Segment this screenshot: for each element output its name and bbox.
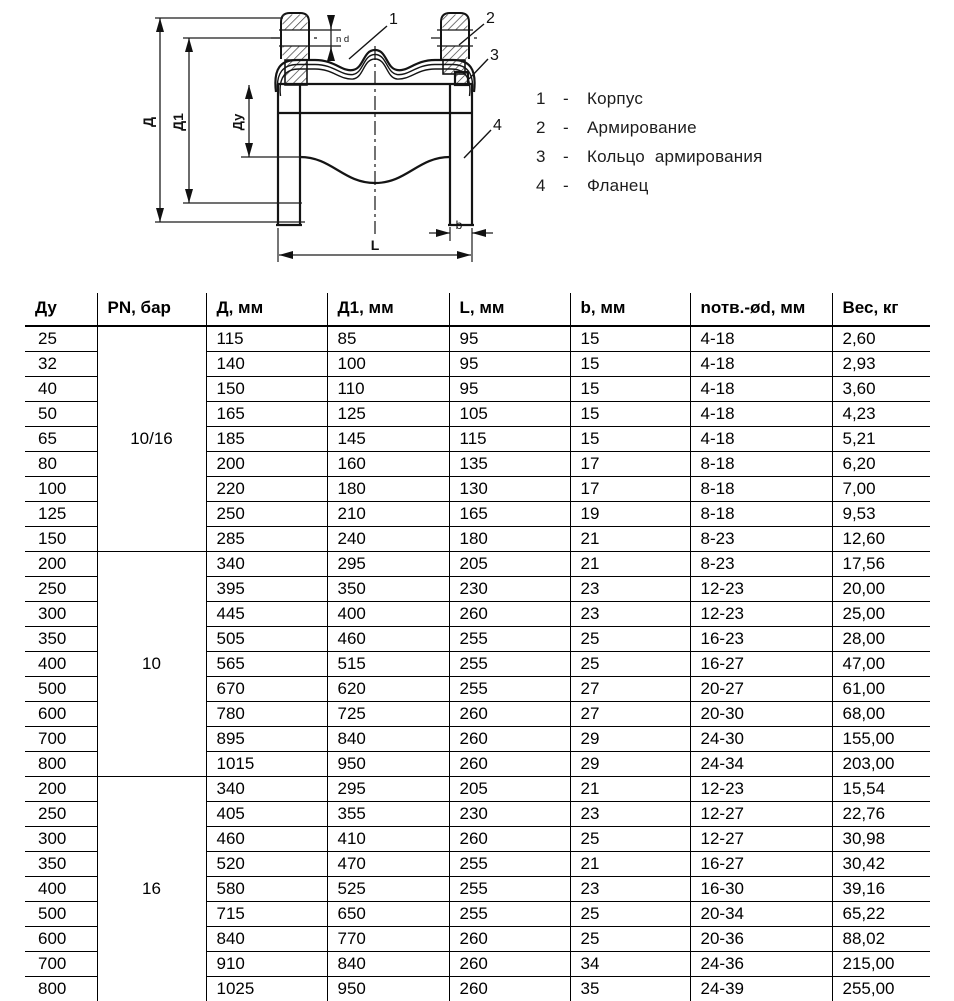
cell: 20-34 bbox=[690, 902, 832, 927]
dim-label-du: Ду bbox=[230, 113, 245, 130]
cell: 770 bbox=[327, 927, 449, 952]
cell: 395 bbox=[206, 577, 327, 602]
parts-legend bbox=[536, 84, 762, 200]
cell: 4-18 bbox=[690, 377, 832, 402]
column-header: Д, мм bbox=[206, 293, 327, 326]
cell: 25 bbox=[570, 627, 690, 652]
cell: 4-18 bbox=[690, 427, 832, 452]
cell: 15 bbox=[570, 352, 690, 377]
cell: 8-23 bbox=[690, 552, 832, 577]
cell: 950 bbox=[327, 977, 449, 1001]
cell-du: 250 bbox=[25, 802, 97, 827]
cell: 21 bbox=[570, 852, 690, 877]
cell: 255,00 bbox=[832, 977, 930, 1001]
cell: 8-18 bbox=[690, 477, 832, 502]
legend-dash: - bbox=[563, 89, 587, 109]
cell: 2,93 bbox=[832, 352, 930, 377]
cell: 260 bbox=[449, 827, 570, 852]
cell-du: 400 bbox=[25, 652, 97, 677]
callout-2: 2 bbox=[486, 10, 495, 27]
cell: 350 bbox=[327, 577, 449, 602]
cell: 23 bbox=[570, 877, 690, 902]
cell: 260 bbox=[449, 702, 570, 727]
cell: 12,60 bbox=[832, 527, 930, 552]
cell: 2,60 bbox=[832, 326, 930, 352]
column-header: PN, бар bbox=[97, 293, 206, 326]
cell: 340 bbox=[206, 552, 327, 577]
column-header: L, мм bbox=[449, 293, 570, 326]
cell: 21 bbox=[570, 777, 690, 802]
cell: 205 bbox=[449, 552, 570, 577]
cell: 25 bbox=[570, 902, 690, 927]
clamp-blocks bbox=[285, 60, 468, 85]
cell: 21 bbox=[570, 527, 690, 552]
cell: 95 bbox=[449, 326, 570, 352]
extension-lines bbox=[155, 18, 472, 262]
cell: 29 bbox=[570, 752, 690, 777]
cell: 68,00 bbox=[832, 702, 930, 727]
cell-du: 300 bbox=[25, 602, 97, 627]
column-header: Д1, мм bbox=[327, 293, 449, 326]
cell: 22,76 bbox=[832, 802, 930, 827]
dim-label-d1: Д1 bbox=[170, 113, 186, 131]
cell: 230 bbox=[449, 802, 570, 827]
cell: 16-23 bbox=[690, 627, 832, 652]
cell: 260 bbox=[449, 727, 570, 752]
cell-pn: 10 bbox=[97, 552, 206, 777]
cell-du: 700 bbox=[25, 727, 97, 752]
legend-number: 4 bbox=[536, 176, 563, 196]
cell: 160 bbox=[327, 452, 449, 477]
cell-du: 200 bbox=[25, 552, 97, 577]
cell: 65,22 bbox=[832, 902, 930, 927]
cell: 180 bbox=[449, 527, 570, 552]
cell: 180 bbox=[327, 477, 449, 502]
cell: 30,98 bbox=[832, 827, 930, 852]
legend-dash: - bbox=[563, 147, 587, 167]
table-row bbox=[25, 326, 930, 352]
cell: 670 bbox=[206, 677, 327, 702]
cell: 1025 bbox=[206, 977, 327, 1001]
cell: 505 bbox=[206, 627, 327, 652]
cell: 285 bbox=[206, 527, 327, 552]
cell: 20-36 bbox=[690, 927, 832, 952]
cell: 29 bbox=[570, 727, 690, 752]
cell: 12-23 bbox=[690, 602, 832, 627]
cell: 25 bbox=[570, 652, 690, 677]
cell: 15,54 bbox=[832, 777, 930, 802]
cell: 15 bbox=[570, 326, 690, 352]
cell: 17 bbox=[570, 452, 690, 477]
column-header: nотв.-ød, мм bbox=[690, 293, 832, 326]
table-row bbox=[25, 777, 930, 802]
cell-du: 700 bbox=[25, 952, 97, 977]
cell-du: 350 bbox=[25, 627, 97, 652]
cell-du: 50 bbox=[25, 402, 97, 427]
header-row bbox=[25, 293, 930, 326]
cell: 100 bbox=[327, 352, 449, 377]
cell: 520 bbox=[206, 852, 327, 877]
cell: 110 bbox=[327, 377, 449, 402]
cell: 250 bbox=[206, 502, 327, 527]
cell: 255 bbox=[449, 852, 570, 877]
cell: 24-34 bbox=[690, 752, 832, 777]
cell: 340 bbox=[206, 777, 327, 802]
callout-1: 1 bbox=[389, 11, 398, 28]
cell: 24-39 bbox=[690, 977, 832, 1001]
cell: 460 bbox=[327, 627, 449, 652]
cell: 355 bbox=[327, 802, 449, 827]
cell: 47,00 bbox=[832, 652, 930, 677]
cell-du: 65 bbox=[25, 427, 97, 452]
cell: 85 bbox=[327, 326, 449, 352]
cell: 260 bbox=[449, 927, 570, 952]
column-header: b, мм bbox=[570, 293, 690, 326]
cell: 115 bbox=[449, 427, 570, 452]
cell-pn: 16 bbox=[97, 777, 206, 1001]
cell: 255 bbox=[449, 627, 570, 652]
cell: 20-27 bbox=[690, 677, 832, 702]
cell: 155,00 bbox=[832, 727, 930, 752]
spec-table bbox=[25, 293, 930, 1001]
cell: 295 bbox=[327, 552, 449, 577]
cell: 4,23 bbox=[832, 402, 930, 427]
cell: 23 bbox=[570, 802, 690, 827]
cell: 165 bbox=[449, 502, 570, 527]
cell-du: 350 bbox=[25, 852, 97, 877]
cell: 150 bbox=[206, 377, 327, 402]
cell-du: 500 bbox=[25, 677, 97, 702]
cell-du: 100 bbox=[25, 477, 97, 502]
cell: 15 bbox=[570, 377, 690, 402]
cell: 895 bbox=[206, 727, 327, 752]
cell: 260 bbox=[449, 977, 570, 1001]
legend-number: 3 bbox=[536, 147, 563, 167]
cell-du: 80 bbox=[25, 452, 97, 477]
cell: 28,00 bbox=[832, 627, 930, 652]
cell: 200 bbox=[206, 452, 327, 477]
cell: 24-30 bbox=[690, 727, 832, 752]
cell: 255 bbox=[449, 902, 570, 927]
cell: 780 bbox=[206, 702, 327, 727]
cell: 5,21 bbox=[832, 427, 930, 452]
cell: 210 bbox=[327, 502, 449, 527]
cell: 20-30 bbox=[690, 702, 832, 727]
cell: 220 bbox=[206, 477, 327, 502]
dim-label-l: L bbox=[371, 237, 380, 253]
cell: 16-27 bbox=[690, 652, 832, 677]
cell-pn: 10/16 bbox=[97, 326, 206, 552]
cell: 580 bbox=[206, 877, 327, 902]
cell-du: 40 bbox=[25, 377, 97, 402]
legend-dash: - bbox=[563, 118, 587, 138]
cell: 203,00 bbox=[832, 752, 930, 777]
column-header: Вес, кг bbox=[832, 293, 930, 326]
expansion-joint-drawing bbox=[135, 0, 535, 272]
cell: 650 bbox=[327, 902, 449, 927]
cell-du: 500 bbox=[25, 902, 97, 927]
dim-label-b: b bbox=[456, 218, 463, 232]
cell: 25 bbox=[570, 927, 690, 952]
cell: 12-27 bbox=[690, 827, 832, 852]
cell: 23 bbox=[570, 577, 690, 602]
cell: 15 bbox=[570, 402, 690, 427]
cell: 1015 bbox=[206, 752, 327, 777]
legend-item bbox=[536, 142, 762, 171]
cell: 8-23 bbox=[690, 527, 832, 552]
table-row bbox=[25, 552, 930, 577]
cell: 12-27 bbox=[690, 802, 832, 827]
cell-du: 200 bbox=[25, 777, 97, 802]
cell: 125 bbox=[327, 402, 449, 427]
cell: 840 bbox=[206, 927, 327, 952]
cell: 145 bbox=[327, 427, 449, 452]
cell: 4-18 bbox=[690, 402, 832, 427]
legend-number: 2 bbox=[536, 118, 563, 138]
cell: 39,16 bbox=[832, 877, 930, 902]
cell: 20,00 bbox=[832, 577, 930, 602]
cell: 16-27 bbox=[690, 852, 832, 877]
cell: 12-23 bbox=[690, 577, 832, 602]
cell: 515 bbox=[327, 652, 449, 677]
cell: 470 bbox=[327, 852, 449, 877]
cell: 17 bbox=[570, 477, 690, 502]
cell: 140 bbox=[206, 352, 327, 377]
cell: 460 bbox=[206, 827, 327, 852]
cell: 840 bbox=[327, 727, 449, 752]
cell: 410 bbox=[327, 827, 449, 852]
cell: 25,00 bbox=[832, 602, 930, 627]
cell: 445 bbox=[206, 602, 327, 627]
cell-du: 600 bbox=[25, 702, 97, 727]
cell: 130 bbox=[449, 477, 570, 502]
cell: 3,60 bbox=[832, 377, 930, 402]
legend-label: Корпус bbox=[587, 89, 643, 109]
cell: 135 bbox=[449, 452, 570, 477]
cell-du: 600 bbox=[25, 927, 97, 952]
cell: 525 bbox=[327, 877, 449, 902]
cell-du: 800 bbox=[25, 752, 97, 777]
cell-du: 150 bbox=[25, 527, 97, 552]
cell: 620 bbox=[327, 677, 449, 702]
legend-label: Армирование bbox=[587, 118, 697, 138]
cell: 105 bbox=[449, 402, 570, 427]
cell-du: 25 bbox=[25, 326, 97, 352]
cell-du: 32 bbox=[25, 352, 97, 377]
callout-3: 3 bbox=[490, 47, 499, 64]
cell: 230 bbox=[449, 577, 570, 602]
cell: 61,00 bbox=[832, 677, 930, 702]
cell: 27 bbox=[570, 702, 690, 727]
cell: 255 bbox=[449, 877, 570, 902]
cell: 840 bbox=[327, 952, 449, 977]
cell: 35 bbox=[570, 977, 690, 1001]
cell: 910 bbox=[206, 952, 327, 977]
cell: 30,42 bbox=[832, 852, 930, 877]
cell: 9,53 bbox=[832, 502, 930, 527]
cell: 260 bbox=[449, 752, 570, 777]
cell: 215,00 bbox=[832, 952, 930, 977]
legend-label: Фланец bbox=[587, 176, 649, 196]
cell: 950 bbox=[327, 752, 449, 777]
cell: 165 bbox=[206, 402, 327, 427]
cell: 205 bbox=[449, 777, 570, 802]
cell: 23 bbox=[570, 602, 690, 627]
cell: 21 bbox=[570, 552, 690, 577]
cell: 400 bbox=[327, 602, 449, 627]
spec-table-body bbox=[25, 326, 930, 1001]
cell-du: 400 bbox=[25, 877, 97, 902]
cell: 240 bbox=[327, 527, 449, 552]
cell-du: 125 bbox=[25, 502, 97, 527]
callout-4: 4 bbox=[493, 117, 502, 134]
legend-dash: - bbox=[563, 176, 587, 196]
dim-label-d: Д bbox=[140, 117, 156, 127]
legend-number: 1 bbox=[536, 89, 563, 109]
cell-du: 800 bbox=[25, 977, 97, 1001]
cell: 7,00 bbox=[832, 477, 930, 502]
cell: 115 bbox=[206, 326, 327, 352]
cell: 8-18 bbox=[690, 452, 832, 477]
cell: 88,02 bbox=[832, 927, 930, 952]
cell: 725 bbox=[327, 702, 449, 727]
cell: 6,20 bbox=[832, 452, 930, 477]
column-header: Ду bbox=[25, 293, 97, 326]
cell: 95 bbox=[449, 377, 570, 402]
cell: 565 bbox=[206, 652, 327, 677]
cell: 24-36 bbox=[690, 952, 832, 977]
cell: 17,56 bbox=[832, 552, 930, 577]
cell: 260 bbox=[449, 952, 570, 977]
cell: 4-18 bbox=[690, 326, 832, 352]
cell: 19 bbox=[570, 502, 690, 527]
cell: 405 bbox=[206, 802, 327, 827]
cell: 25 bbox=[570, 827, 690, 852]
legend-item bbox=[536, 113, 762, 142]
cell: 260 bbox=[449, 602, 570, 627]
cell: 34 bbox=[570, 952, 690, 977]
cell: 715 bbox=[206, 902, 327, 927]
dim-label-nd: n d bbox=[336, 34, 349, 45]
cell: 255 bbox=[449, 677, 570, 702]
legend-label: Кольцо армирования bbox=[587, 147, 762, 167]
cell: 185 bbox=[206, 427, 327, 452]
cell: 255 bbox=[449, 652, 570, 677]
cell: 27 bbox=[570, 677, 690, 702]
cell: 95 bbox=[449, 352, 570, 377]
legend-item bbox=[536, 84, 762, 113]
cell: 295 bbox=[327, 777, 449, 802]
cell: 16-30 bbox=[690, 877, 832, 902]
cell: 15 bbox=[570, 427, 690, 452]
cell: 12-23 bbox=[690, 777, 832, 802]
cell: 8-18 bbox=[690, 502, 832, 527]
cell: 4-18 bbox=[690, 352, 832, 377]
cell-du: 300 bbox=[25, 827, 97, 852]
cell-du: 250 bbox=[25, 577, 97, 602]
legend-item bbox=[536, 171, 762, 200]
